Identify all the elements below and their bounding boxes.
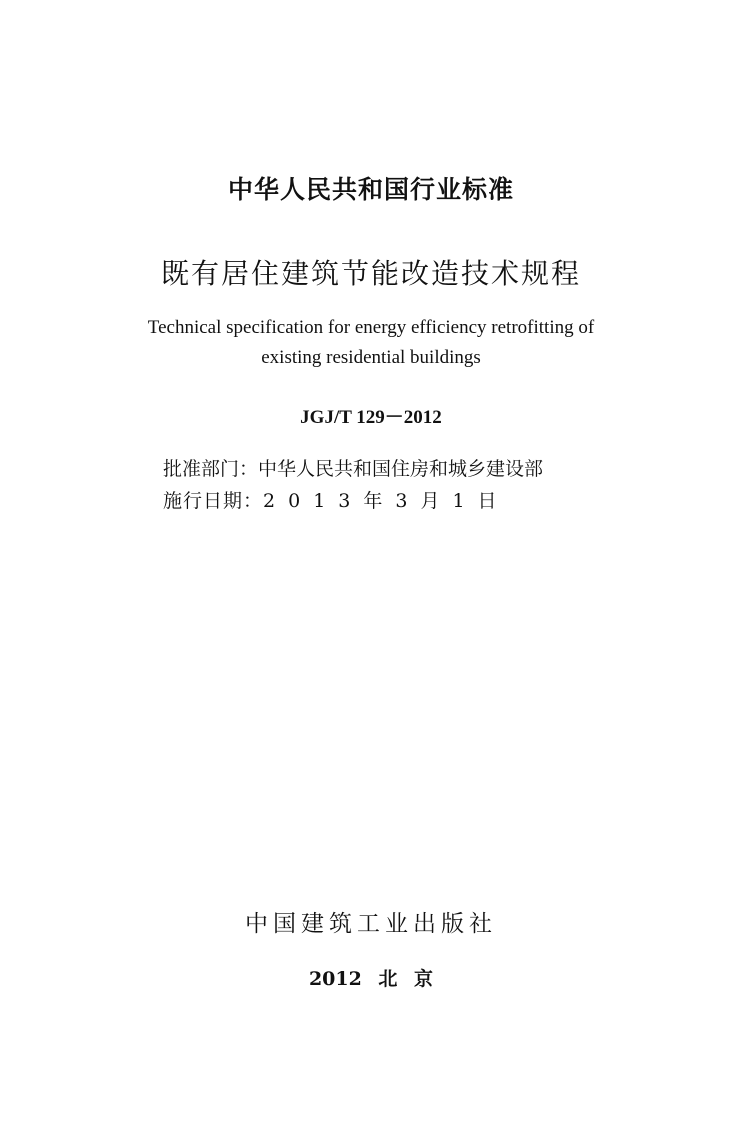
title-english-line-1: Technical specification for energy efficiency retrofitting of — [147, 317, 595, 338]
standard-category: 中华人民共和国行业标准 — [227, 175, 514, 204]
effective-date — [163, 486, 510, 513]
approval-value: 中华人民共和国住房和城乡建设部 — [258, 458, 544, 480]
standard-code: JGJ/T 129－2012 — [300, 407, 442, 428]
effective-value: 2013年3月1日 — [263, 490, 510, 512]
title-chinese: 既有居住建筑节能改造技术规程 — [160, 257, 581, 290]
place-year: 2012 北 京 — [308, 968, 434, 990]
publisher: 中国建筑工业出版社 — [245, 911, 497, 937]
approval-department — [163, 454, 543, 481]
approval-label: 批准部门： — [163, 458, 259, 480]
effective-label: 施行日期： — [163, 490, 264, 512]
title-english-line-2: existing residential buildings — [261, 347, 481, 368]
